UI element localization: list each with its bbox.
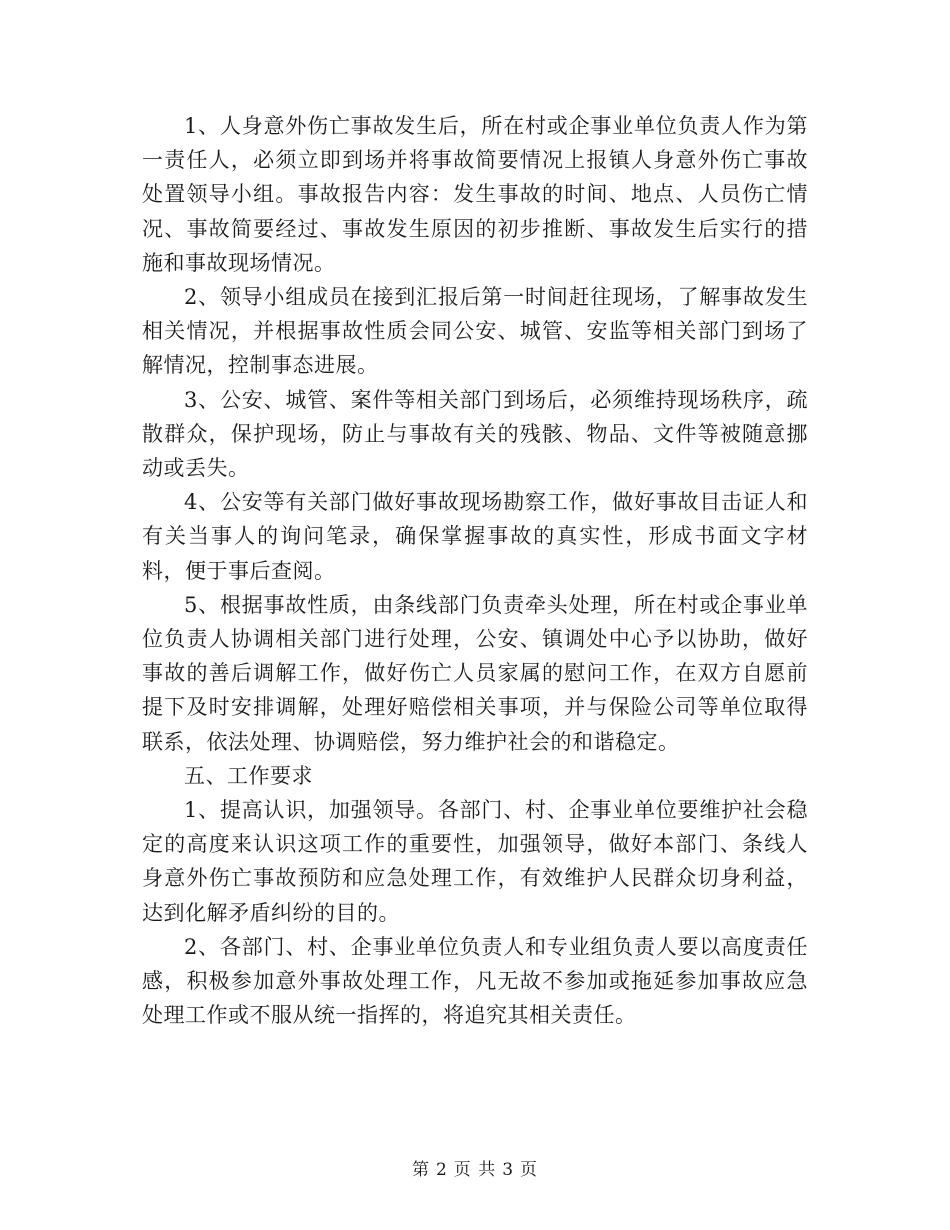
paragraph-4: 4、公安等有关部门做好事故现场勘察工作，做好事故目击证人和有关当事人的询问笔录，确保掌握事故的真实性，形成书面文字材料，便于事后查阅。 [142, 490, 808, 583]
current-page-number: 2 [435, 1160, 448, 1180]
page-label-prefix: 第 [411, 1160, 430, 1180]
page-label-suffix: 页 [520, 1160, 539, 1180]
section-heading-work-requirements: 五、工作要求 [184, 763, 313, 788]
page-label-mid: 页 共 [453, 1160, 497, 1180]
paragraph-3: 3、公安、城管、案件等相关部门到场后，必须维持现场秩序，疏散群众，保护现场，防止与事故有关的残骸、物品、文件等被随意挪动或丢失。 [142, 387, 808, 481]
page-footer [0, 1155, 950, 1180]
document-body [142, 109, 808, 1032]
paragraph-requirement-2: 2、各部门、村、企事业单位负责人和专业组负责人要以高度责任感，积极参加意外事故处理工作，凡无故不参加或拖延参加事故应急处理工作或不服从统一指挥的，将追究其相关责任。 [142, 934, 808, 1028]
paragraph-1: 1、人身意外伤亡事故发生后，所在村或企事业单位负责人作为第一责任人，必须立即到场并将事故简要情况上报镇人身意外伤亡事故处置领导小组。事故报告内容：发生事故的时间、地点、人员伤亡情况、事故简要经过、事故发生原因的初步推断、事故发生后实行的措施和事故现场情况。 [142, 114, 808, 275]
paragraph-5: 5、根据事故性质，由条线部门负责牵头处理，所在村或企事业单位负责人协调相关部门进行处理，公安、镇调处中心予以协助，做好事故的善后调解工作，做好伤亡人员家属的慰问工作，在双方自愿前提下及时安排调解，处理好赔偿相关事项，并与保险公司等单位取得联系，依法处理、协调赔偿，努力维护社会的和谐稳定。 [142, 592, 808, 754]
paragraph-2: 2、领导小组成员在接到汇报后第一时间赶往现场，了解事故发生相关情况，并根据事故性质会同公安、城管、安监等相关部门到场了解情况，控制事态进展。 [142, 285, 808, 378]
total-pages-number: 3 [502, 1160, 515, 1180]
paragraph-requirement-1: 1、提高认识，加强领导。各部门、村、企事业单位要维护社会稳定的高度来认识这项工作的重要性，加强领导，做好本部门、条线人身意外伤亡事故预防和应急处理工作，有效维护人民群众切身利益，达到化解矛盾纠纷的目的。 [142, 798, 808, 925]
